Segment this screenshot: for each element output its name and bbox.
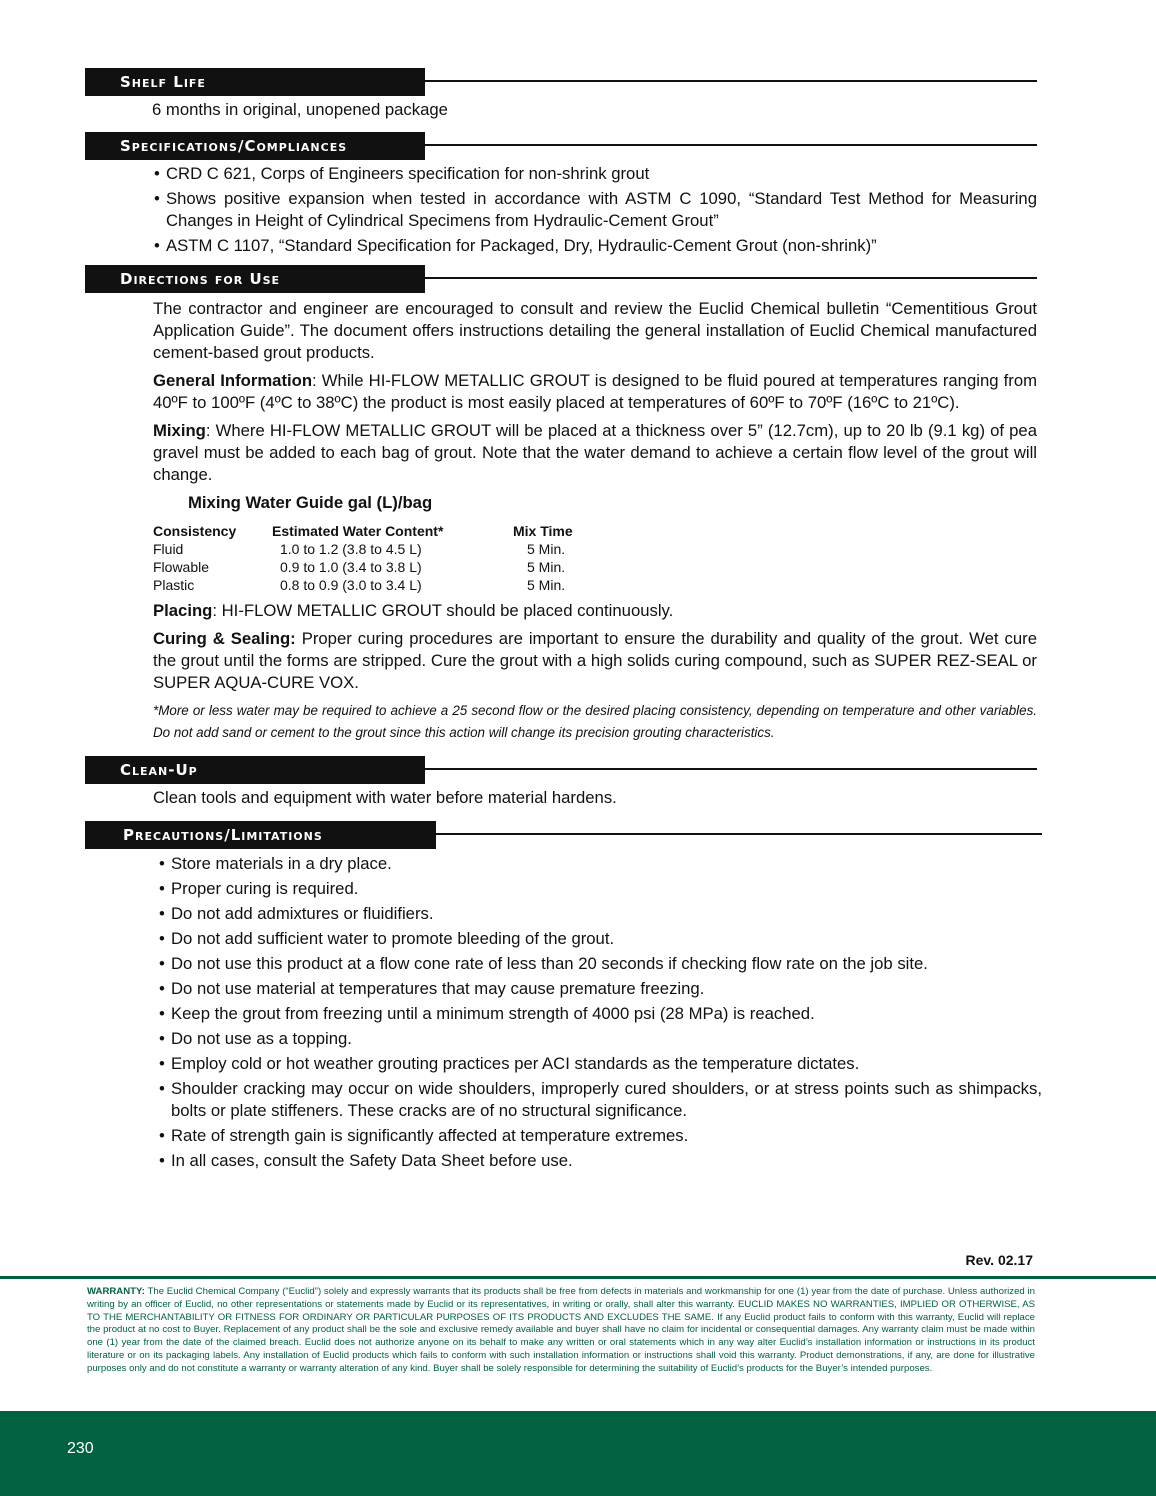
footer-rule	[0, 1276, 1156, 1279]
list-item: • Do not use this product at a flow cone rate of less than 20 seconds if checking flow rate on the job site.	[157, 953, 1042, 975]
precautions-section	[85, 821, 1042, 1175]
mixing-text: : Where HI-FLOW METALLIC GROUT will be placed at a thickness over 5” (12.7cm), up to 20 lb (9.1 kg) of pea gravel must be added to each bag of grout. Note that the water demand to achieve a certain flow level of the grout will change.	[153, 421, 1037, 484]
cleanup-text: Clean tools and equipment with water before material hardens.	[153, 788, 617, 807]
section-header	[85, 821, 1042, 849]
section-header	[85, 68, 1037, 96]
shelf-life-section	[85, 68, 1037, 121]
table-header: Estimated Water Content*	[272, 523, 444, 539]
curing-text: Proper curing procedures are important to ensure the durability and quality of the grout. Wet cure the grout until the forms are stripped. Cure the grout with a high solids curing compound, such as SUPER REZ-SEAL or SUPER AQUA-CURE VOX.	[153, 629, 1037, 692]
list-item: • Employ cold or hot weather grouting practices per ACI standards as the temperature dictates.	[157, 1053, 1042, 1075]
footnote: *More or less water may be required to achieve a 25 second flow or the desired placing consistency, depending on temperature and other variables. Do not add sand or cement to the grout since this action will change its precision grouting characteristics.	[153, 703, 1037, 740]
section-rule	[425, 144, 1037, 146]
placing-paragraph	[153, 600, 1037, 622]
specifications-list	[152, 163, 1037, 257]
directions-body	[153, 298, 1037, 744]
mixing-paragraph	[153, 420, 1037, 486]
directions-intro: The contractor and engineer are encouraged to consult and review the Euclid Chemical bulletin “Cementitious Grout Application Guide”. The document offers instructions detailing the general installation of Euclid Chemical manufactured cement-based grout products.	[153, 299, 1037, 362]
table-row	[153, 558, 573, 576]
footer-band	[0, 1411, 1156, 1496]
table-header: Mix Time	[513, 523, 573, 539]
table-row	[153, 576, 573, 594]
table-cell: 5 Min.	[527, 577, 566, 593]
table-header: Consistency	[153, 523, 237, 539]
cleanup-section	[85, 756, 1037, 809]
placing-text: : HI-FLOW METALLIC GROUT should be placed continuously.	[212, 601, 674, 620]
warranty-label: WARRANTY:	[87, 1286, 145, 1297]
general-label: General Information	[153, 371, 313, 390]
section-title: Directions for Use	[85, 265, 425, 293]
list-item: • Shows positive expansion when tested in accordance with ASTM C 1090, “Standard Test Method for Measuring Changes in Height of Cylindrical Specimens from Hydraulic-Cement Grout”	[152, 188, 1037, 232]
table-row	[153, 540, 573, 558]
table-cell: Flowable	[153, 559, 210, 575]
section-header	[85, 132, 1037, 160]
table-cell: Plastic	[153, 577, 195, 593]
section-title: Precautions/Limitations	[85, 821, 436, 849]
warranty-body: The Euclid Chemical Company (“Euclid”) solely and expressly warrants that its products shall be free from defects in materials and workmanship for one (1) year from the date of purchase. Unless authorized in writing by an officer of Euclid, no other representations or statements made by Euclid or its representatives, in writing or orally, shall alter this warranty. EUCLID MAKES NO WARRANTIES, IMPLIED OR OTHERWISE, AS TO THE MERCHANTABILITY OR FITNESS FOR ORDINARY OR PARTICULAR PURPOSES OF ITS PRODUCTS AND EXCLUDES THE SAME. If any Euclid product fails to conform with this warranty, Euclid will replace the product at no cost to Buyer. Replacement of any product shall be the sole and exclusive remedy available and buyer shall have no claim for incidental or consequential damages. Any warranty claim must be made within one (1) year from the date of the claimed breach. Euclid does not authorize anyone on its behalf to make any written or oral statements which in any way alter Euclid’s installation information or instructions in its product literature or on its packaging labels. Any installation of Euclid products which fails to conform with such installation information or instructions shall void this warranty. Product demonstrations, if any, are done for illustrative purposes only and do not constitute a warranty or warranty alteration of any kind. Buyer shall be solely responsible for determining the suitability of Euclid’s products for the Buyer’s intended purposes.	[87, 1286, 1035, 1374]
list-item: • Do not add sufficient water to promote bleeding of the grout.	[157, 928, 1042, 950]
table-cell: Fluid	[153, 541, 184, 557]
specifications-section	[85, 132, 1037, 260]
section-rule	[436, 833, 1042, 835]
section-rule	[425, 277, 1037, 279]
list-item: • Store materials in a dry place.	[157, 853, 1042, 875]
general-information	[153, 370, 1037, 414]
section-rule	[425, 80, 1037, 82]
general-text: : While HI-FLOW METALLIC GROUT is designed to be fluid poured at temperatures ranging from 40ºF to 100ºF (4ºC to 38ºC) the product is most easily placed at temperatures of 60ºF to 70ºF (16ºC to 21ºC).	[153, 371, 1037, 412]
section-rule	[425, 768, 1037, 770]
section-header	[85, 265, 1037, 293]
directions-section	[85, 265, 1037, 744]
table-cell: 0.9 to 1.0 (3.4 to 3.8 L)	[280, 559, 422, 575]
table-cell: 5 Min.	[527, 541, 566, 557]
page-number: 230	[67, 1440, 94, 1457]
list-item: • In all cases, consult the Safety Data Sheet before use.	[157, 1150, 1042, 1172]
mixing-label: Mixing	[153, 421, 206, 440]
list-item: • Do not use as a topping.	[157, 1028, 1042, 1050]
table-cell: 5 Min.	[527, 559, 566, 575]
list-item: • CRD C 621, Corps of Engineers specification for non-shrink grout	[152, 163, 1037, 185]
curing-label: Curing & Sealing:	[153, 629, 296, 648]
list-item: • Keep the grout from freezing until a minimum strength of 4000 psi (28 MPa) is reached.	[157, 1003, 1042, 1025]
list-item: • Proper curing is required.	[157, 878, 1042, 900]
list-item: • Rate of strength gain is significantly affected at temperature extremes.	[157, 1125, 1042, 1147]
table-header-row	[153, 522, 573, 540]
mix-table-title: Mixing Water Guide gal (L)/bag	[188, 493, 433, 512]
warranty-text	[87, 1286, 1035, 1376]
section-title: Shelf Life	[85, 68, 425, 96]
section-title: Clean-Up	[85, 756, 425, 784]
section-title: Specifications/Compliances	[85, 132, 425, 160]
list-item: • Do not add admixtures or fluidifiers.	[157, 903, 1042, 925]
revision-label: Rev. 02.17	[965, 1252, 1033, 1268]
mixing-water-table	[153, 522, 573, 594]
section-header	[85, 756, 1037, 784]
shelf-life-text: 6 months in original, unopened package	[152, 100, 448, 119]
list-item: • Shoulder cracking may occur on wide shoulders, improperly cured shoulders, or at stress points such as shimpacks, bolts or plate stiffeners. These cracks are of no structural significance.	[157, 1078, 1042, 1122]
list-item: • Do not use material at temperatures that may cause premature freezing.	[157, 978, 1042, 1000]
precautions-list	[157, 853, 1042, 1172]
placing-label: Placing	[153, 601, 213, 620]
list-item: • ASTM C 1107, “Standard Specification for Packaged, Dry, Hydraulic-Cement Grout (non-shrink)”	[152, 235, 1037, 257]
curing-paragraph	[153, 628, 1037, 694]
table-cell: 1.0 to 1.2 (3.8 to 4.5 L)	[280, 541, 422, 557]
table-cell: 0.8 to 0.9 (3.0 to 3.4 L)	[280, 577, 422, 593]
